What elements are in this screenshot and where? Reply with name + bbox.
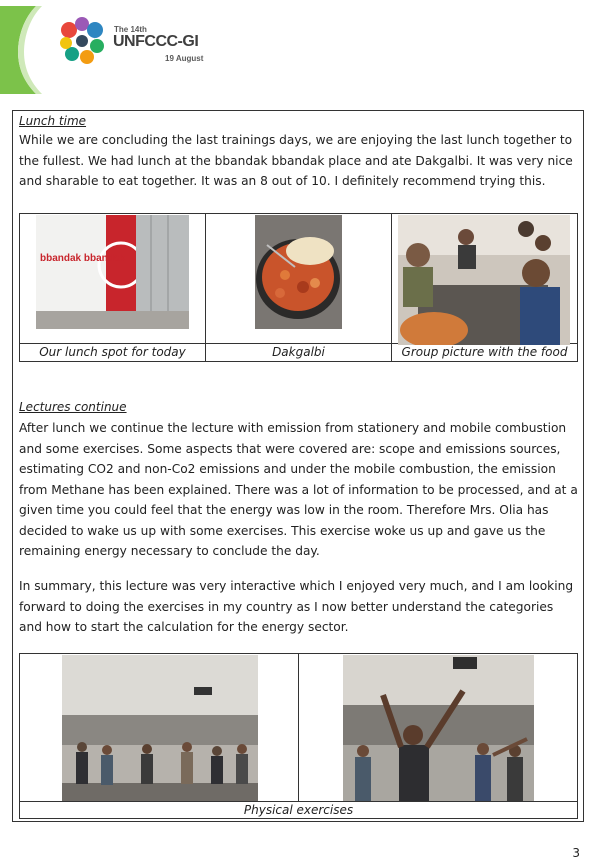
restaurant-sign-text: bbandak bbandak — [40, 253, 126, 264]
green-arc-decoration — [0, 6, 48, 94]
lectures-paragraph-2: In summary, this lecture was very interactive which I enjoyed very much, and I am looking forward to doing the exercises in my country as I now better understand the categories and how to start the calculation for the energy sector. — [19, 579, 574, 634]
lunch-paragraph: While we are concluding the last trainings days, we are enjoying the last lunch together to the fullest. We had lunch at the bbandak bbandak place and ate Dakgalbi. It was very nice and sharable to eat together. It was an 8 out of 10. I definitely recommend trying this. — [19, 133, 573, 188]
lectures-heading: Lectures continue — [19, 400, 127, 414]
group-selfie-photo — [398, 215, 570, 345]
dakgalbi-pan-photo — [255, 215, 342, 329]
logo-edition-text: The 14th — [114, 25, 147, 34]
lunch-caption-1: Our lunch spot for today — [20, 344, 206, 362]
exercise-caption: Physical exercises — [20, 802, 578, 819]
lunch-photo-table — [19, 213, 578, 362]
lunch-photo-cell-1 — [20, 214, 206, 344]
lunch-caption-2: Dakgalbi — [205, 344, 391, 362]
exercise-photo-cell-2 — [298, 654, 577, 802]
unfccc-logo-icon — [57, 16, 107, 66]
page-number: 3 — [572, 846, 580, 860]
restaurant-entrance-photo — [36, 215, 189, 329]
lunch-heading: Lunch time — [19, 114, 87, 128]
exercise-photo-cell-1 — [20, 654, 299, 802]
logo-title-text: UNFCCC-GI — [113, 33, 199, 50]
lunch-caption-3: Group picture with the food — [392, 344, 578, 362]
logo-date-text: 19 August — [165, 54, 204, 63]
lunch-photo-cell-3 — [392, 214, 578, 344]
lunch-photo-cell-2 — [205, 214, 391, 344]
exercise-photo-table — [19, 653, 578, 819]
classroom-stretching-photo — [62, 655, 258, 801]
arms-raised-exercise-photo — [343, 655, 534, 801]
lectures-paragraph-1: After lunch we continue the lecture with emission from stationery and mobile combustion and some exercises. Some aspects that were covered are: scope and emissions sources, estimating CO2 and non-Co2 emissions and under the mobile combustion, the emission from Methane has been explained. There was a lot of information to be processed, and at a given time you could feel that the energy was low in the room. Therefore Mrs. Olia has decided to wake us up with some exercises. This exercise woke us up and gave us the remaining energy necessary to conclude the day. — [19, 421, 578, 558]
